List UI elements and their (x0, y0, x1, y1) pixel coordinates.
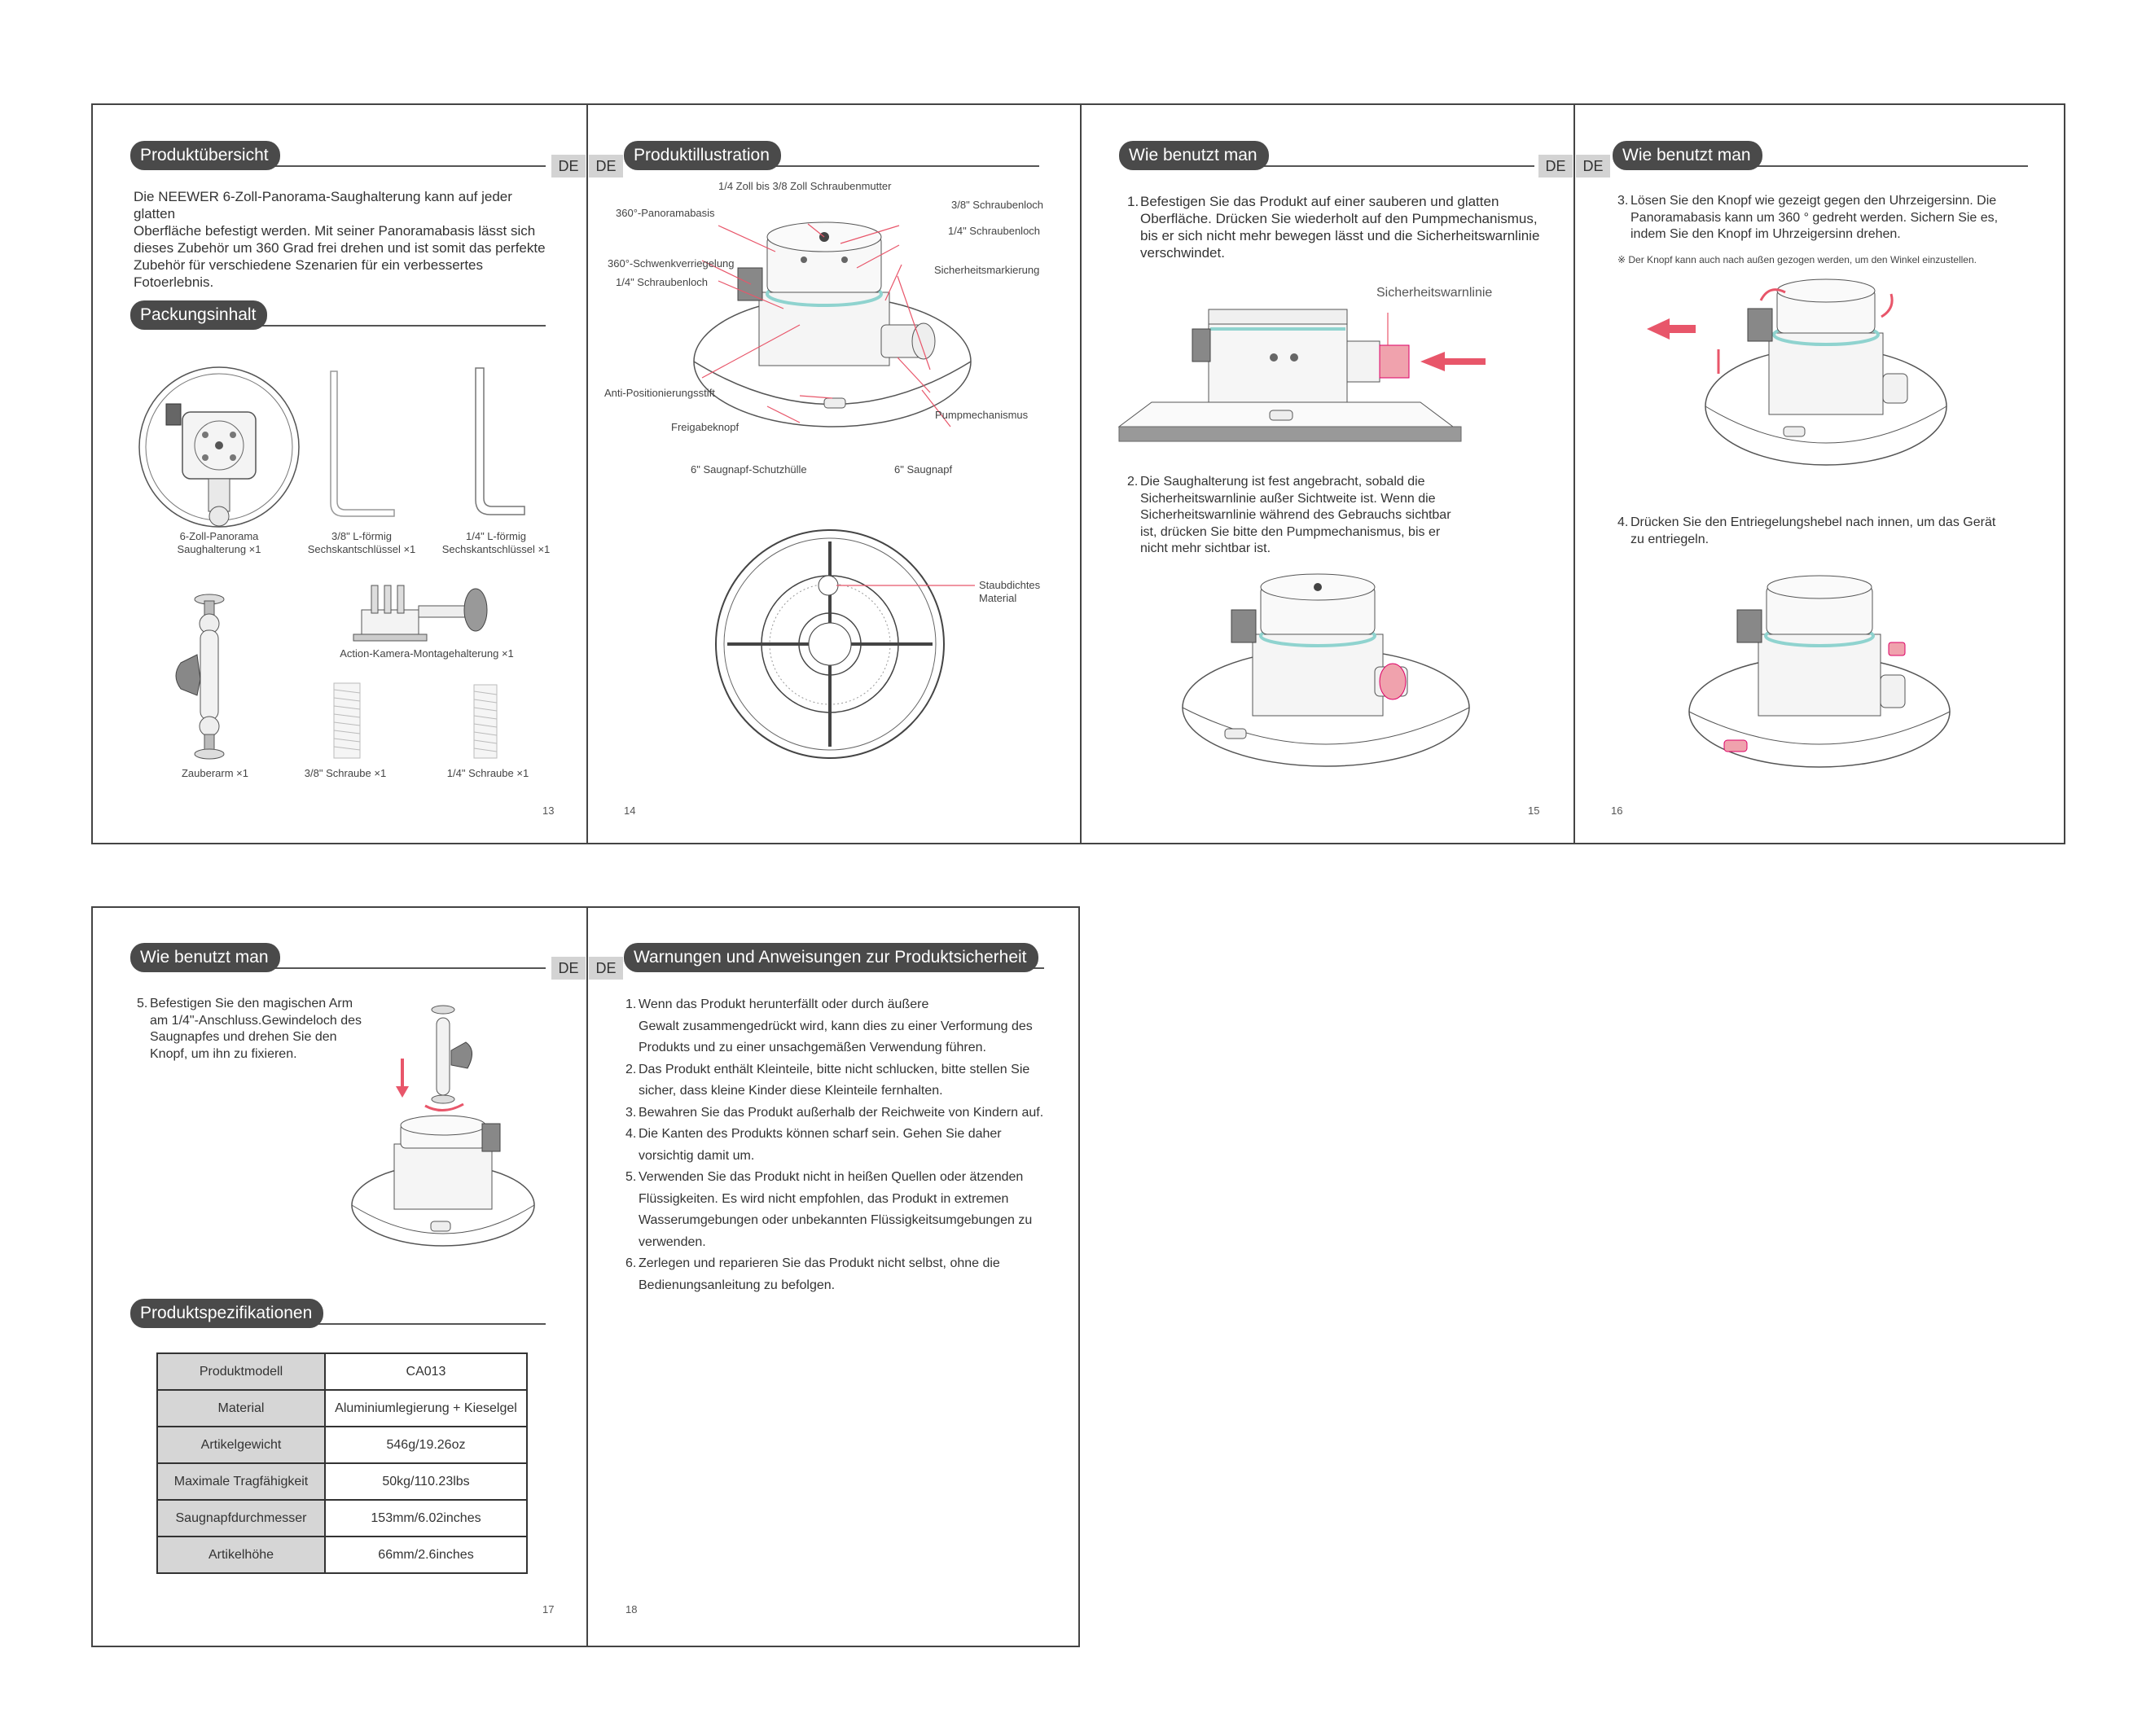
spec-row: Saugnapfdurchmesser 153mm/6.02inches (157, 1500, 527, 1537)
overview-text: Die NEEWER 6-Zoll-Panorama-Saughalterung kann auf jeder glatten Oberfläche befestigt werden. Mit seiner Panoramabasis lässt sich dieses Zubehör um 360 Grad frei drehen und ist somit das perfekte Zubehör für verschiedene Szenarien für ein verbessertes Fotoerlebnis. (134, 189, 546, 290)
page-18 (588, 908, 1080, 1646)
page-number: 18 (625, 1603, 638, 1615)
list-item: 2. Das Produkt enthält Kleinteile, bitte nicht schlucken, bitte stellen Sie sicher, dass kleine Kinder diese Kleinteile fernhalten. (625, 1062, 1030, 1098)
warning-list (625, 994, 1065, 1296)
item-caption-screw-1-4: 1/4" Schraube ×1 (446, 767, 529, 779)
callout-panorama-base: 360°-Panoramabasis (616, 207, 715, 219)
page-15 (1082, 105, 1573, 843)
callout-screw-hole-left: 1/4" Schraubenloch (616, 276, 709, 288)
action-camera-mount-illustration (353, 577, 500, 659)
attach-arm-illustration (345, 1002, 541, 1254)
language-tab: DE (551, 957, 586, 980)
callout-cover: 6" Saugnapf-Schutzhülle (691, 463, 807, 476)
screw-3-8-illustration (331, 683, 363, 758)
callout-dustproof: Staubdichtes Material (979, 579, 1041, 604)
item-caption-key-1-4: 1/4" L-förmig Sechskantschlüssel ×1 (441, 530, 551, 555)
list-item: 4. Die Kanten des Produkts können scharf sein. Gehen Sie daher vorsichtig damit um. (625, 1127, 1002, 1163)
step-5-text: 5. Befestigen Sie den magischen Arm am 1/4"-Anschluss.Gewindeloch des Saugnapfes und drehen Sie den Knopf, um ihn zu fixieren. (137, 997, 362, 1061)
step-1-text: 1. Befestigen Sie das Produkt auf einer sauberen und glatten Oberfläche. Drücken Sie wiederholt auf den Pumpmechanismus, bis er sich nicht mehr bewegen lässt und die Sicherheitswarnlinie verschwindet. (1127, 194, 1540, 261)
page-number: 15 (1528, 804, 1540, 817)
item-caption-screw-3-8: 3/8" Schraube ×1 (304, 767, 387, 779)
magic-arm-illustration (165, 590, 254, 769)
page-17 (93, 908, 586, 1646)
pump-side-view-illustration (1119, 280, 1461, 443)
language-tab: DE (1538, 155, 1573, 178)
list-item: 1. Wenn das Produkt herunterfällt oder durch äußere Gewalt zusammengedrückt wird, kann dies zu einer Verformung des Produkts und zu einer unsachgemäßen Verwendung führen. (625, 997, 1033, 1054)
callout-release: Freigabeknopf (671, 421, 740, 433)
callout-cup: 6" Saugnapf (894, 463, 953, 476)
list-item: 3. Bewahren Sie das Produkt außerhalb der Reichweite von Kindern auf. (625, 1105, 1044, 1120)
callout-pump: Pumpmechanismus (935, 409, 1029, 421)
language-tab: DE (589, 957, 623, 980)
language-tab: DE (551, 155, 586, 178)
section-title-warnings: Warnungen und Anweisungen zur Produktsicherheit (624, 941, 1044, 972)
mounted-product-illustration (1179, 577, 1473, 773)
suction-cup-bottom-illustration (714, 528, 946, 761)
item-caption-action-mount: Action-Kamera-Montagehalterung ×1 (340, 647, 514, 660)
callout-nut: 1/4 Zoll bis 3/8 Zoll Schraubenmutter (718, 180, 892, 192)
page-16 (1575, 105, 2067, 843)
section-title-howto: Wie benutzt man (1613, 139, 2028, 170)
page-14 (588, 105, 1080, 843)
spec-row: Produktmodell CA013 (157, 1353, 527, 1390)
callout-anti-pin: Anti-Positionierungsstift (604, 387, 715, 399)
page-number: 16 (1611, 804, 1623, 817)
section-title-specs: Produktspezifikationen (130, 1297, 546, 1328)
hex-key-3-8-illustration (323, 367, 404, 530)
item-caption-mount: 6-Zoll-Panorama Saughalterung ×1 (177, 530, 261, 555)
warning-line-label: Sicherheitswarnlinie (1376, 286, 1493, 300)
step-3-note: ※ Der Knopf kann auch nach außen gezogen werden, um den Winkel einzustellen. (1617, 254, 1977, 265)
page-13 (93, 105, 586, 843)
top-spread (91, 103, 2065, 844)
spec-table (156, 1352, 528, 1574)
section-title-package: Packungsinhalt (130, 299, 546, 330)
callout-swivel-lock: 360°-Schwenkverriegelung (608, 257, 735, 270)
callout-screw-hole-1-4: 1/4" Schraubenloch (948, 225, 1041, 237)
release-lever-illustration (1685, 577, 1954, 773)
callout-safety-mark: Sicherheitsmarkierung (934, 264, 1040, 276)
language-tab: DE (589, 155, 623, 178)
item-caption-arm: Zauberarm ×1 (181, 767, 248, 779)
spec-row: Maximale Tragfähigkeit 50kg/110.23lbs (157, 1463, 527, 1500)
page-number: 13 (542, 804, 555, 817)
list-item: 6. Zerlegen und reparieren Sie das Produkt nicht selbst, ohne die Bedienungsanleitung zu befolgen. (625, 1256, 1000, 1292)
screw-1-4-illustration (472, 685, 498, 758)
spec-row: Artikelhöhe 66mm/2.6inches (157, 1537, 527, 1573)
section-title-overview: Produktübersicht (130, 139, 546, 170)
spec-row: Artikelgewicht 546g/19.26oz (157, 1427, 527, 1463)
step-3-text: 3. Lösen Sie den Knopf wie gezeigt gegen den Uhrzeigersinn. Die Panoramabasis kann um 360 ° gedreht werden. Sichern Sie es, indem Sie den Knopf im Uhrzeigersinn drehen. (1617, 194, 1999, 241)
list-item: 5. Verwenden Sie das Produkt nicht in heißen Quellen oder ätzenden Flüssigkeiten. Es wird nicht empfohlen, das Produkt in extremen Wasserumgebungen oder unbekannten Flüssigkeitsumgebungen zu verwenden. (625, 1170, 1033, 1249)
suction-mount-top-view-illustration (134, 362, 305, 533)
section-title-illustration: Produktillustration (624, 139, 1039, 170)
step-4-text: 4. Drücken Sie den Entriegelungshebel nach innen, um das Gerät zu entriegeln. (1617, 515, 1996, 546)
step-2-text: 2. Die Saughalterung ist fest angebracht, sobald die Sicherheitswarnlinie außer Sichtweite ist. Wenn die Sicherheitswarnlinie während des Gebrauchs sichtbar ist, drücken Sie bitte den Pumpmechanismus, bis er nicht mehr sichtbar ist. (1127, 475, 1451, 555)
callout-screw-hole-3-8: 3/8" Schraubenloch (951, 199, 1044, 211)
rotate-knob-illustration (1647, 284, 1948, 471)
section-title-howto: Wie benutzt man (130, 941, 546, 972)
page-number: 17 (542, 1603, 555, 1615)
bottom-spread (91, 906, 1080, 1647)
section-title-howto: Wie benutzt man (1119, 139, 1534, 170)
spec-row: Material Aluminiumlegierung + Kieselgel (157, 1390, 527, 1427)
item-caption-key-3-8: 3/8" L-förmig Sechskantschlüssel ×1 (307, 530, 416, 555)
hex-key-1-4-illustration (459, 364, 533, 527)
page-number: 14 (624, 804, 636, 817)
language-tab: DE (1576, 155, 1610, 178)
